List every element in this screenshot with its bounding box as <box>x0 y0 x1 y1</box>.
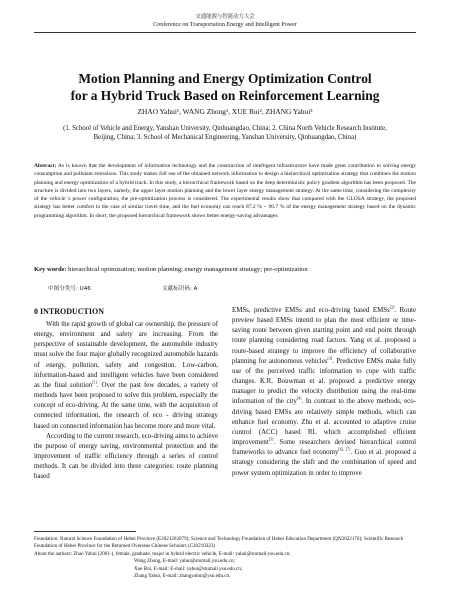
intro-paragraph-2: According to the current research, eco-driving aims to achieve the purpose of energy saving, environmental protection and the improvement of traffic efficiency through a series of control methods. It can be divided into three categories: route planning based <box>34 432 219 481</box>
keywords-label: Key words: <box>34 266 67 273</box>
title-line-2: for a Hybrid Truck Based on Reinforcement Learning <box>70 88 380 103</box>
document-code: 文献标识码: A <box>162 286 198 292</box>
title-line-1: Motion Planning and Energy Optimization Control <box>78 71 372 86</box>
footnote-divider <box>34 531 136 532</box>
abstract <box>34 162 416 220</box>
keywords <box>34 266 416 274</box>
citation: [2] <box>389 304 395 310</box>
footnote-author-xue: Xue Rui, E-mail: E-mail: yahui@stumail.ysu.edu.cn; <box>134 565 243 572</box>
intro-paragraph-1: With the rapid growth of global car ownership, the pressure of energy, environment and safety are increasing. From the perspective of sustainable development, the automobile industry must solve the four major globally recognized automobile hazards of energy, pollution, safety and congestion. Low-carbon, information-based and intelligent vehicles have been considered as the final solution[1]. Over the past few decades, a variety of methods have been proposed to solve this problem, especially the concept of eco-driving. At the same time, with the acquisition of connected information, the research of eco - driving strategy based on connected information has become more and more vital. <box>34 321 218 430</box>
abstract-text: As is known that the development of information technology and the construction of intelligent infrastructure have made great contribution to solving energy consumption and pollutant emissions. This study makes full use of the obtained network information to design a hierarchical optimization strategy that combines the motion planning and energy optimization of a hybrid truck. In this study, a hierarchical framework based on the deep deterministic policy gradient algorithm has been proposed. The structure is divided into two layers, namely, the upper layer motion planning and the lower layer energy management strategy. At the same time, considering the complexity of the vehicle 's power configuration, the pre-optimization process is considered. The experimental results show that compared with the GLOSA strategy, the proposed strategy has better comfort in the case of similar travel time, and the fuel economy can reach 87.2 % ~ 90.7 % of the energy management strategy based on the dynamic programming algorithm. In short, the proposed hierarchical framework shows better energy-saving advantages. <box>34 163 416 219</box>
citation: [1] <box>92 379 97 385</box>
footnote-about-authors: About the authors: Zhao Yahui (2001-), female, graduate, major in hybrid electric vehicle, E-mail: yahui@stumail.ysu.edu.cn; <box>34 550 291 557</box>
header-conference-en: Conference on Transportation Energy and Intelligent Power <box>153 22 297 28</box>
citation: [5] <box>268 436 274 442</box>
header-divider <box>34 32 416 33</box>
footnote-funding: Foundation: Natural Science Foundation of Hebei Province (E2021203079); Science and Technology Foundation of Hebei Education Department (QN2022176); Scientific Research Foundation of Hebei Province for the Returned Overseas Chinese Scholars (C20210323) <box>34 536 404 550</box>
paper-title <box>0 70 450 104</box>
body-column-left <box>34 306 218 483</box>
abstract-label: Abstract: <box>34 163 57 169</box>
section-heading-introduction: 0 INTRODUCTION <box>34 307 105 316</box>
citation: [3] <box>327 355 333 361</box>
running-header <box>0 13 450 29</box>
intro-paragraph-2-continued: EMSs, predictive EMSs and eco-driving based EMSs[2]. Route preview based EMSs intend to plan the most efficient or time-saving route between given starting point and end point through route planning considering road factors. Yang et al. proposed a route-based strategy to improve the efficiency of collaborative planning for autonomous vehicles[3]. Predictive EMSs make fully use of the perceived traffic information to cope with traffic changes. K.R. Bouwman et al. proposed a predictive energy manager to predict the velocity distribution using the real-time information of the city[4]. In contrast to the above methods, eco-driving based EMSs are relatively simple methods, which can enhance fuel economy. Zhu et al. accounted to adaptive cruise control (ACC) based RL which accomplished efficient improvement[5]. Some researchers devised hierarchical control frameworks to advance fuel economy[6], [7]. Guo et al. proposed a strategy considering the shift and the combination of speed and power system optimization in order to improve <box>232 304 417 477</box>
clc-number: 中图分类号: U46 <box>48 286 91 292</box>
keywords-text: hierarchical optimization; motion planning; energy management strategy; pre-optimization <box>68 266 308 273</box>
body-column-right <box>232 306 416 479</box>
citation: [6], [7] <box>338 446 351 452</box>
footnote-author-wang: Wang Zhong, E-mail: yahui@stumail.ysu.edu.cn; <box>134 558 235 565</box>
citation: [4] <box>296 396 302 402</box>
affiliations: (1. School of Vehicle and Energy, Yanshan University, Qinhuangdao, China; 2. China North Vehicle Research Institute, Beijing, China; 3. School of Mechanical Engineering, Yanshan University, Qinhuangdao, China) <box>63 125 387 141</box>
footnote-author-zhang: Zhang Yahui, E-mail: zhangyahui@ysu.edu.cn. <box>134 573 231 580</box>
author-list: ZHAO Yahui¹, WANG Zhong¹, XUE Rui², ZHANG Yahui³ <box>137 107 313 116</box>
header-conference-cn: 交通能源与智能动力大会 <box>195 14 255 20</box>
footnotes <box>34 536 416 580</box>
